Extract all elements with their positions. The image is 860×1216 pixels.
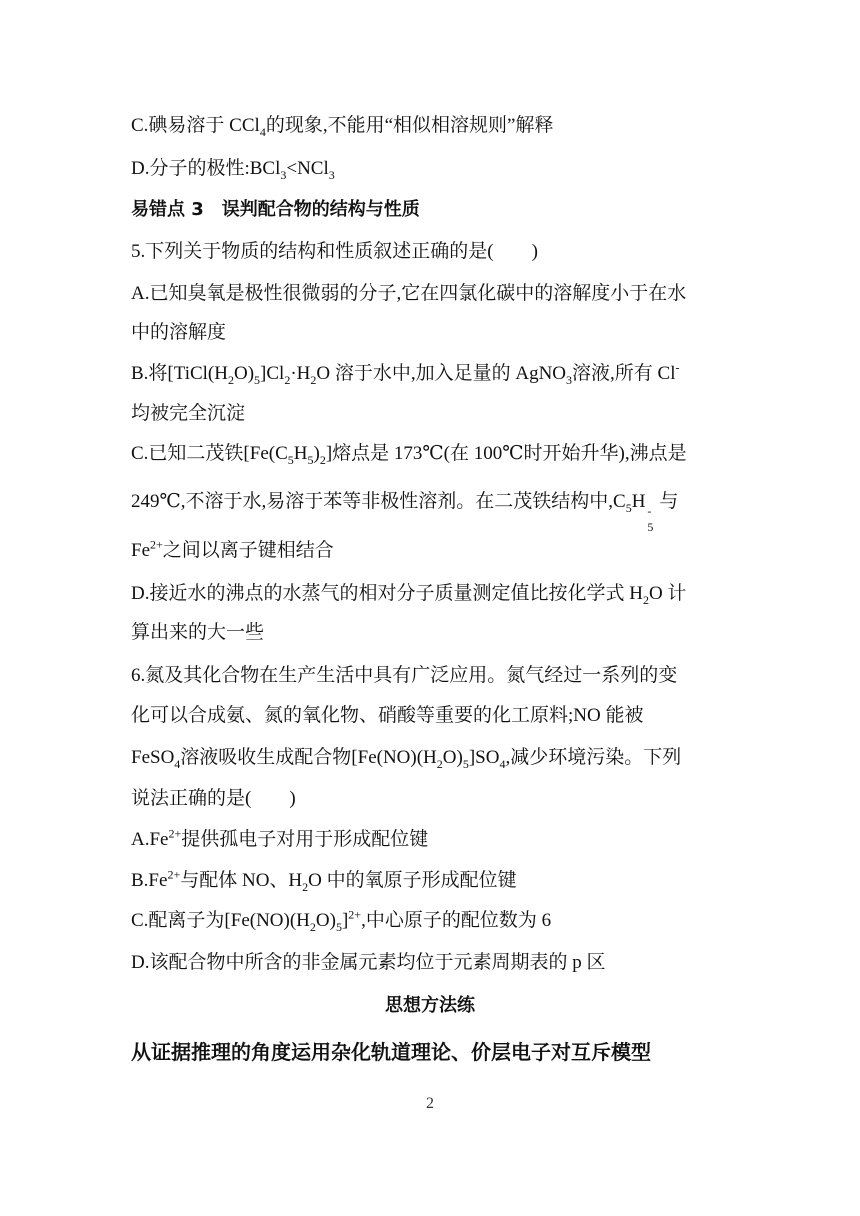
section-title-method-practice: 思想方法练 bbox=[385, 995, 475, 1016]
section-heading-error-point-3: 易错点 3 误判配合物的结构与性质 bbox=[131, 199, 420, 220]
option-b-q6: $B.Fe^{2+}$与配体 NO、$H_2O$ 中的氧原子形成配位键 bbox=[131, 867, 517, 894]
option-c-q5-line3: $Fe^{2+}$之间以离子键相结合 bbox=[131, 537, 334, 561]
option-c-q6: C.配离子为$[Fe(NO)(H_2O)_5]^{2+}$,中心原子的配位数为 6 bbox=[131, 907, 552, 934]
question-6-stem-line3: FeSO$_4$溶液吸收生成配合物$[Fe(NO)(H_2O)_5]SO_4$,减少环境污染。下列 bbox=[131, 747, 682, 771]
question-5-stem: 5.下列关于物质的结构和性质叙述正确的是( ) bbox=[131, 241, 538, 262]
option-a-q6: $A.Fe^{2+}$提供孤电子对用于形成配位键 bbox=[131, 826, 429, 850]
option-c-q5-line2: 249℃,不溶于水,易溶于苯等非极性溶剂。在二茂铁结构中$,C_5H$ - 5 与 bbox=[131, 491, 679, 534]
option-a-q5-line2: 中的溶解度 bbox=[131, 322, 227, 343]
option-d-q6: D.该配合物中所含的非金属元素均位于元素周期表的 p 区 bbox=[131, 952, 606, 973]
option-d-q5-line2: 算出来的大一些 bbox=[131, 622, 265, 643]
option-d-q4: D.分子的极性:BCl$_3$<NCl$_3$ bbox=[131, 158, 335, 182]
question-6-stem-line1: 6.氮及其化合物在生产生活中具有广泛应用。氮气经过一系列的变 bbox=[131, 665, 678, 686]
question-6-stem-line4: 说法正确的是( ) bbox=[131, 788, 296, 809]
option-b-q5-line1: B.将$[TiCl(H_2O)_5]Cl_2\cdot H_2O$ 溶于水中,加入足量的 AgNO$_3$溶液,所有 Cl- bbox=[131, 360, 680, 387]
option-a-q5-line1: A.已知臭氧是极性很微弱的分子,它在四氯化碳中的溶解度小于在水 bbox=[131, 283, 687, 304]
option-c-q5-line1: C.已知二茂铁$[Fe(C_5H_5)_2]$熔点是 173℃(在 100℃时开始升华),沸点是 bbox=[131, 443, 687, 467]
section-subheading: 从证据推理的角度运用杂化轨道理论、价层电子对互斥模型 bbox=[131, 1040, 651, 1064]
option-c-q4: C.碘易溶于 CCl$_4$的现象,不能用“相似相溶规则”解释 bbox=[131, 115, 554, 139]
option-b-q5-line2: 均被完全沉淀 bbox=[131, 403, 246, 424]
page-number: 2 bbox=[426, 1095, 434, 1112]
option-d-q5-line1: D.接近水的沸点的水蒸气的相对分子质量测定值比按化学式 $H_2O$ 计 bbox=[131, 583, 687, 607]
question-6-stem-line2: 化可以合成氨、氮的氧化物、硝酸等重要的化工原料;NO 能被 bbox=[131, 705, 644, 726]
